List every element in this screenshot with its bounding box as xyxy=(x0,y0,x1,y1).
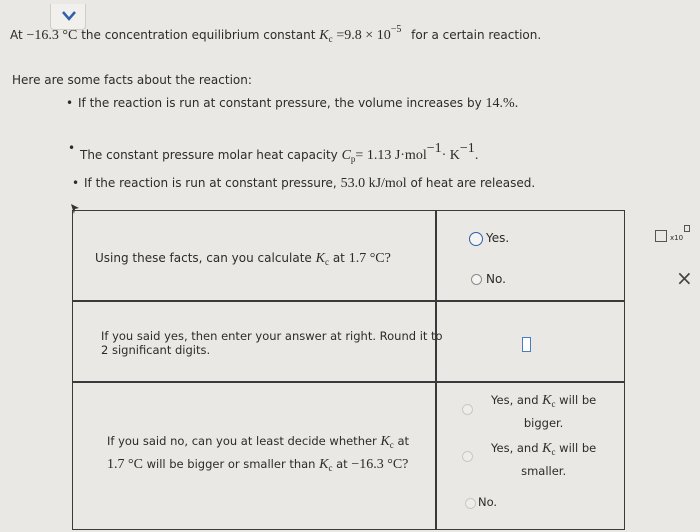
option-no-label: No. xyxy=(478,495,498,509)
radio-yes-label: Yes. xyxy=(486,231,510,245)
close-icon[interactable]: × xyxy=(676,266,693,290)
option-smaller-label: Yes, and $K_c$ will be smaller. xyxy=(491,441,597,478)
radio-no-label: No. xyxy=(486,272,506,286)
intro-line: At −16.3 °C the concentration equilibrium constant $K_c =9.8 \times 10^{-5}$ for a certain reaction. xyxy=(10,24,542,44)
radio-no-decide[interactable] xyxy=(465,498,476,509)
option-bigger-label: Yes, and $K_c$ will be bigger. xyxy=(491,393,597,430)
fact-heat-released: • If the reaction is run at constant pressure, 53.0 kJ/mol of heat are released. xyxy=(84,176,535,192)
fact-heat-capacity: • The constant pressure molar heat capacity $C_p= 1.13$ $J\cdot mol^{-1}\cdot K^{-1}$. xyxy=(80,141,478,164)
fact-volume: • If the reaction is run at constant pressure, the volume increases by 14.%. xyxy=(78,96,518,112)
answer-input[interactable] xyxy=(522,337,531,352)
radio-bigger[interactable] xyxy=(462,404,473,415)
question-bigger-smaller: If you said no, can you at least decide whether $K_c$ at 1.7 °C will be bigger or smaller than $K_c$ at −16.3 °C? xyxy=(107,434,410,473)
scientific-notation-box-icon[interactable] xyxy=(655,230,667,242)
kc-symbol: $K_c$ xyxy=(319,28,333,44)
exponent-box-icon xyxy=(684,225,690,232)
radio-smaller[interactable] xyxy=(462,451,473,462)
question-calculate-kc: Using these facts, can you calculate $K_c$ at 1.7 °C? xyxy=(95,251,391,267)
radio-no[interactable] xyxy=(471,274,482,285)
radio-yes[interactable] xyxy=(469,232,483,246)
question-table xyxy=(72,210,625,530)
x10-label: x10 xyxy=(670,234,684,242)
chevron-down-icon xyxy=(61,10,77,22)
facts-heading: Here are some facts about the reaction: xyxy=(12,73,252,87)
instruction-enter-answer: If you said yes, then enter your answer at right. Round it to 2 significant digits. xyxy=(101,329,443,357)
